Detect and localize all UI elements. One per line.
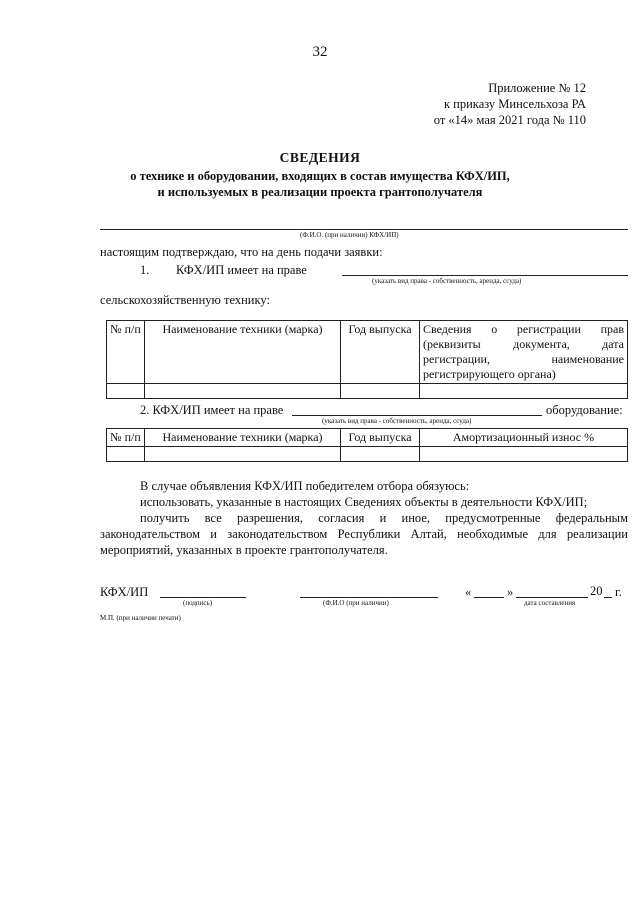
date-year-suffix: г. <box>615 585 622 599</box>
item1-text: КФХ/ИП имеет на праве <box>176 263 307 277</box>
signature-line[interactable] <box>160 597 246 598</box>
item1-caption: (указать вид права - собственность, аренда, ссуда) <box>372 277 522 285</box>
appendix-line-1: Приложение № 12 <box>488 81 586 95</box>
header-number: № п/п <box>107 321 145 384</box>
table-row <box>107 447 628 462</box>
table-header-row <box>107 429 628 447</box>
table-cell[interactable] <box>145 447 341 462</box>
table-cell[interactable] <box>420 447 628 462</box>
date-close-quote: » <box>507 585 514 599</box>
item2-line <box>292 415 542 416</box>
header-number: № п/п <box>107 429 145 447</box>
appendix-line-3: от «14» мая 2021 года № 110 <box>433 113 586 127</box>
appendix-line-2: к приказу Минсельхоза РА <box>443 97 586 111</box>
date-year-line[interactable] <box>604 597 612 598</box>
table-cell[interactable] <box>107 447 145 462</box>
header-year: Год выпуска <box>341 429 420 447</box>
date-month-line[interactable] <box>516 597 588 598</box>
table-cell[interactable] <box>145 384 341 399</box>
appendix-block <box>434 80 586 128</box>
table-cell[interactable] <box>341 384 420 399</box>
date-day-line[interactable] <box>474 597 504 598</box>
item1-right-line <box>342 275 628 276</box>
subtitle-line-2: и используемых в реализации проекта грантополучателя <box>157 185 483 199</box>
subtitle-line-1: о технике и оборудовании, входящих в состав имущества КФХ/ИП, <box>130 169 510 183</box>
fio-line <box>100 229 628 230</box>
table-cell[interactable] <box>420 384 628 399</box>
item2-suffix: оборудование: <box>546 403 623 417</box>
table-cell[interactable] <box>341 447 420 462</box>
item2-caption: (указать вид права - собственность, аренда, ссуда) <box>322 417 472 425</box>
table-cell[interactable] <box>107 384 145 399</box>
page-number: 32 <box>312 44 328 60</box>
header-registration: Сведения о регистрации прав (реквизиты документа, дата регистрации, наименование регистрирующего органа) <box>420 321 628 384</box>
document-subtitle <box>0 168 640 200</box>
table-header-row <box>107 321 628 384</box>
item2-text: 2. КФХ/ИП имеет на праве <box>140 403 284 417</box>
date-year: 20 <box>590 584 603 598</box>
signature-fio-line[interactable] <box>300 597 438 598</box>
signature-label: КФХ/ИП <box>100 585 149 599</box>
table-row <box>107 384 628 399</box>
date-caption: дата составления <box>524 599 576 607</box>
fio-caption: (Ф.И.О. (при наличии) КФХ/ИП) <box>300 231 399 239</box>
agri-text: сельскохозяйственную технику: <box>100 293 270 307</box>
confirm-text: настоящим подтверждаю, что на день подачи заявки: <box>100 245 383 259</box>
signature-fio-caption: (Ф.И.О (при наличии) <box>323 599 389 607</box>
equipment-table <box>106 428 628 462</box>
date-open-quote: « <box>465 585 472 599</box>
obligations-permits: получить все разрешения, согласия и иное, предусмотренные федеральным законодательством и законодательством Республики Алтай, необходимые для реализации мероприятий, указанных в проекте грантополучателя. <box>100 511 628 557</box>
machinery-table <box>106 320 628 399</box>
document-title: СВЕДЕНИЯ <box>279 150 361 165</box>
header-name: Наименование техники (марка) <box>145 429 341 447</box>
obligations-use: использовать, указанные в настоящих Сведениях объекты в деятельности КФХ/ИП; <box>140 495 588 509</box>
header-depreciation: Амортизационный износ % <box>420 429 628 447</box>
signature-caption: (подпись) <box>183 599 213 607</box>
header-name: Наименование техники (марка) <box>145 321 341 384</box>
stamp-note: М.П. (при наличии печати) <box>100 614 181 622</box>
obligations-intro: В случае объявления КФХ/ИП победителем отбора обязуюсь: <box>140 479 470 493</box>
item1-number: 1. <box>140 263 150 277</box>
header-year: Год выпуска <box>341 321 420 384</box>
